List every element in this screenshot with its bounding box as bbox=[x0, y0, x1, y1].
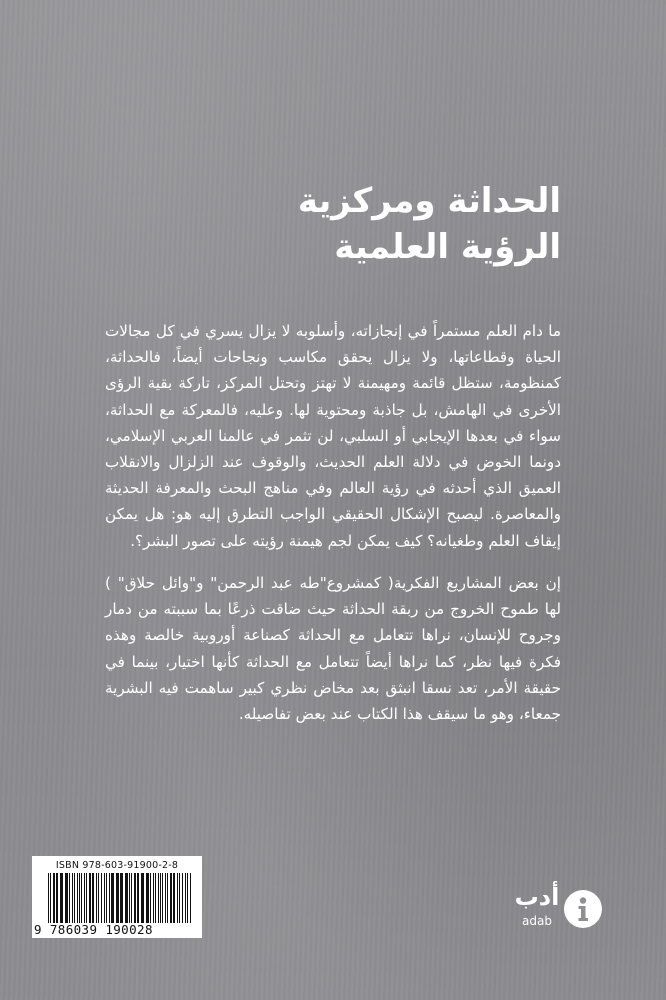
barcode-bar bbox=[65, 873, 68, 923]
barcode-bar bbox=[141, 873, 144, 923]
barcode-bar bbox=[179, 873, 180, 923]
barcode-bar bbox=[146, 873, 149, 923]
barcode-bar bbox=[96, 873, 97, 923]
barcode-bar bbox=[134, 873, 136, 923]
barcode-bar bbox=[158, 873, 159, 923]
isbn-label: ISBN 978-603-91900-2-8 bbox=[55, 860, 179, 871]
barcode-bar bbox=[120, 873, 123, 923]
barcode-bar bbox=[137, 873, 139, 923]
barcode-bar bbox=[106, 873, 107, 923]
blurb-paragraph-1: ما دام العلم مستمراً في إنجازاته، وأسلوبه لا يزال يسري في كل مجالات الحياة وقطاعاتها، ولا يزال يحقق مكاسب ونجاحات أيضاً، فالحداثة، كمنظومة، ستظل قائمة ومهيمنة لا تهتز وتحتل المركز، تاركة بقية الرؤى الأخرى في الهامش، بل جاذبة ومحتوية لها. وعليه، فالمعركة مع الحداثة، سواء في بعدها الإيجابي أو السلبي، لن تثمر في عالمنا العربي الإسلامي، دونما الخوض في دلالة العلم الحديث، والوقوف عند الزلزال والانقلاب العميق الذي أحدثه في رؤية العالم وفي مناهج البحث والمعرفة الحديثة والمعاصرة. ليصبح الإشكال الحقيقي الواجب التطرق إليه هو: هل يمكن إيقاف العلم وطغيانه؟ كيف يمكن لجم هيمنة رؤيته على تصور البشر؟. bbox=[105, 322, 561, 550]
barcode-bar bbox=[101, 873, 102, 923]
barcode-bar bbox=[190, 873, 191, 923]
barcode-bar bbox=[131, 873, 132, 923]
barcode-bar bbox=[165, 873, 166, 923]
barcode-bar bbox=[185, 873, 186, 923]
publisher-logo bbox=[512, 880, 622, 950]
barcode-bar bbox=[56, 873, 58, 923]
publisher-name-latin: adab bbox=[522, 914, 552, 928]
barcode-bar bbox=[162, 873, 163, 923]
info-circle-icon bbox=[564, 890, 602, 928]
barcode-bar bbox=[160, 873, 161, 923]
barcode-bar bbox=[173, 873, 175, 923]
barcode-bar bbox=[116, 873, 119, 923]
barcode-bar bbox=[125, 873, 128, 923]
barcode-bar bbox=[104, 873, 105, 923]
barcode-bar bbox=[79, 873, 80, 923]
barcode-bar bbox=[155, 873, 156, 923]
barcode-bar bbox=[86, 873, 87, 923]
barcode-bar bbox=[81, 873, 82, 923]
barcode-bar bbox=[74, 873, 75, 923]
barcode-bar bbox=[153, 873, 154, 923]
barcode-bar bbox=[177, 873, 178, 923]
barcode-digits: 9 786039 190028 bbox=[34, 922, 153, 937]
barcode-bar bbox=[77, 873, 78, 923]
barcode-bar bbox=[53, 873, 55, 923]
barcode-bar bbox=[84, 873, 85, 923]
blurb-paragraph-2: إن بعض المشاريع الفكرية( كمشروع"طه عبد الرحمن" و"وائل حلاق" ) لها طموح الخروج من ربقة الحداثة حيث ضاقت ذرعًا بما سببته من دمار وجروح للإنسان، نراها تتعامل مع الحداثة كصناعة أوروبية خالصة وهذه فكرة فيها نظر، كما نراها أيضاً تتعامل مع الحداثة كأنها اختيار، بينما في حقيقة الأمر، تعد نسقا انبثق بعد مخاض نظري كبير ساهمت فيه البشرية جمعاء، وهو ما سيقف هذا الكتاب عند بعض تفاصيله. bbox=[105, 574, 561, 724]
barcode-bar bbox=[89, 873, 91, 923]
barcode-bar bbox=[69, 873, 70, 923]
publisher-name-arabic: أدب bbox=[514, 883, 560, 911]
barcode-bar bbox=[50, 873, 51, 923]
barcode-bar bbox=[167, 873, 168, 923]
book-title-line-2: الرؤية العلمية bbox=[334, 227, 561, 267]
barcode-bar bbox=[111, 873, 114, 923]
info-glyph-icon bbox=[564, 890, 602, 928]
barcode-bars bbox=[48, 873, 192, 923]
barcode-bar bbox=[48, 873, 49, 923]
barcode-bar bbox=[187, 873, 188, 923]
barcode-bar bbox=[109, 873, 110, 923]
book-title bbox=[161, 178, 561, 270]
barcode-bar bbox=[60, 873, 63, 923]
barcode-bar bbox=[182, 873, 183, 923]
isbn-barcode bbox=[32, 856, 202, 938]
barcode-bar bbox=[129, 873, 130, 923]
barcode-bar bbox=[92, 873, 94, 923]
barcode-bar bbox=[170, 873, 172, 923]
barcode-bar bbox=[72, 873, 73, 923]
book-title-line-1: الحداثة ومركزية bbox=[297, 181, 561, 221]
barcode-bar bbox=[98, 873, 99, 923]
barcode-bar bbox=[150, 873, 151, 923]
